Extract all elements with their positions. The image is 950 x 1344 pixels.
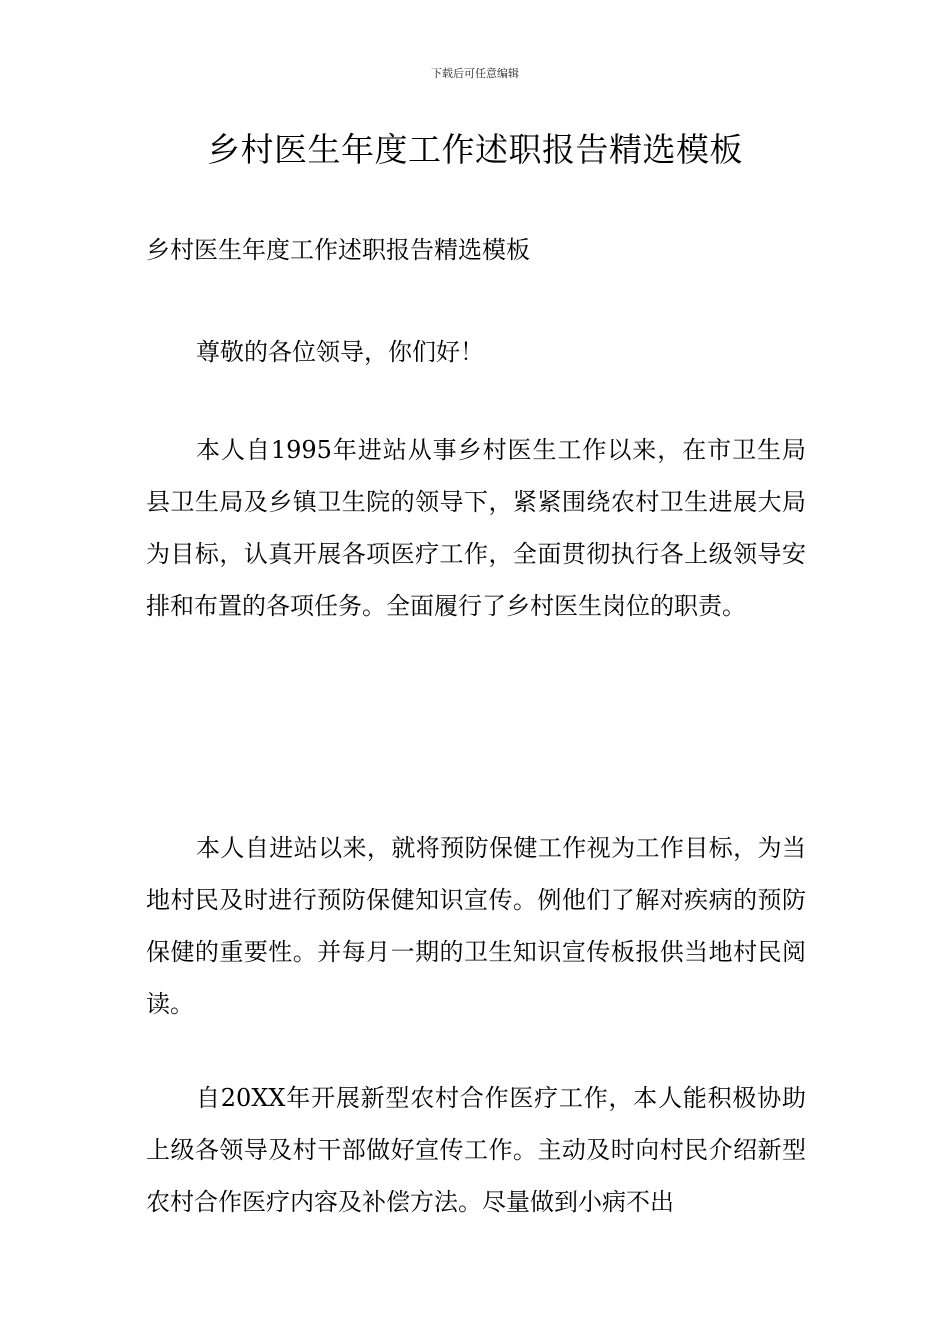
paragraph-1: 本人自1995年进站从事乡村医生工作以来，在市卫生局县卫生局及乡镇卫生院的领导下，紧紧围绕农村卫生进展大局为目标，认真开展各项医疗工作，全面贯彻执行各上级领导安排和布置的各项任务。全面履行了乡村医生岗位的职责。: [146, 436, 806, 620]
document-subtitle: 乡村医生年度工作述职报告精选模板: [146, 236, 530, 264]
header-note: 下载后可任意编辑: [431, 67, 519, 80]
paragraph-2: 本人自进站以来，就将预防保健工作视为工作目标，为当地村民及时进行预防保健知识宣传。例他们了解对疾病的预防保健的重要性。并每月一期的卫生知识宣传板报供当地村民阅读。: [146, 834, 806, 1018]
paragraph-3: 自20XX年开展新型农村合作医疗工作，本人能积极协助上级各领导及村干部做好宣传工作。主动及时向村民介绍新型农村合作医疗内容及补偿方法。尽量做到小病不出: [146, 1084, 806, 1216]
document-title: 乡村医生年度工作述职报告精选模板: [207, 130, 743, 169]
greeting: 尊敬的各位领导，你们好！: [196, 338, 484, 366]
